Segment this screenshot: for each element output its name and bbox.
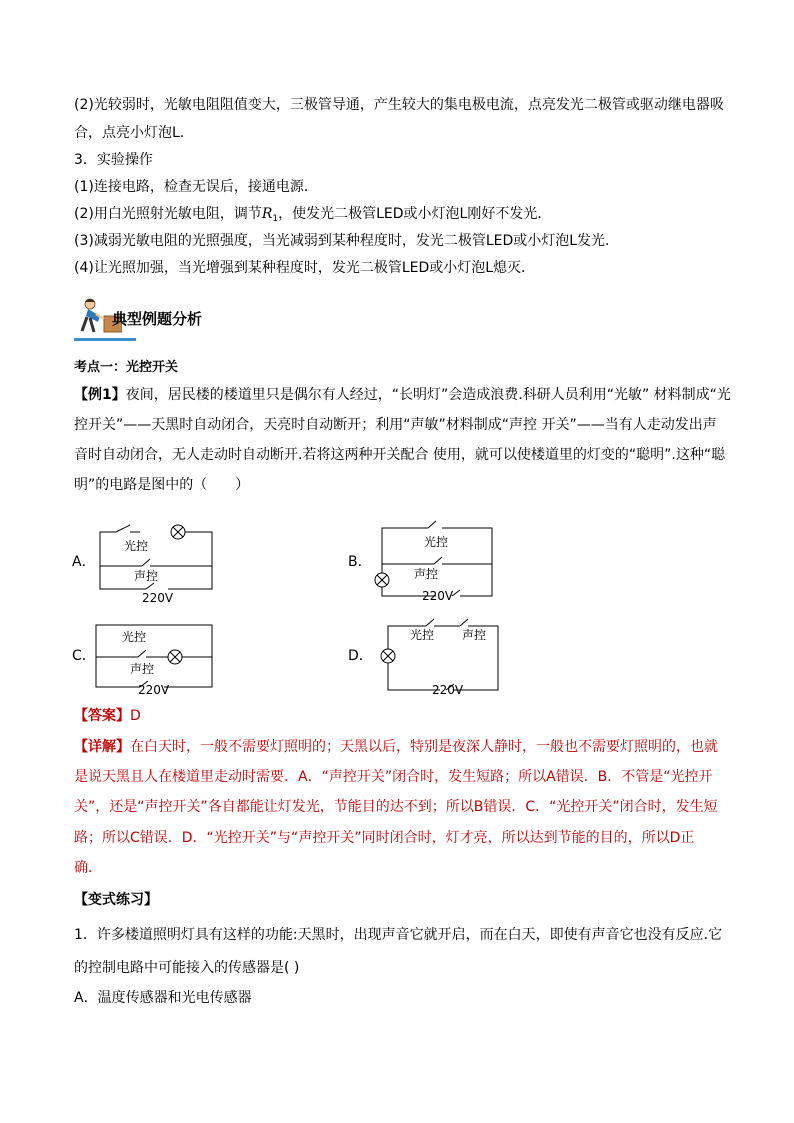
circuit-d-light-label: 光控 (410, 628, 435, 642)
practice-q1-line-2: 的控制电路中可能接入的传感器是( ) (74, 960, 300, 976)
option-a-label: A． (72, 554, 96, 570)
detail-line-5: 确． (74, 860, 102, 876)
principle-line-2: 合，点亮小灯泡L. (74, 125, 185, 141)
example-line-3: 音时自动闭合，无人走动时自动断开.若将这两种开关配合 使用，就可以使楼道里的灯变的“聪明”.这种“聪 (74, 447, 726, 463)
example-line-4: 明”的电路是图中的（ ） (74, 477, 250, 493)
sound-switch-d (460, 619, 468, 626)
circuit-b-light-label: 光控 (424, 535, 449, 549)
circuit-c-voltage: 220V (138, 683, 170, 697)
circuit-c-wire (96, 625, 212, 657)
answer-tag: 【答案】 (74, 708, 130, 724)
circuit-b-voltage: 220V (422, 589, 454, 603)
detail-line-1 (74, 737, 718, 757)
section-header (74, 294, 374, 342)
section-underline (74, 338, 136, 341)
circuit-a-voltage: 220V (142, 591, 174, 605)
circuit-c-sound-label: 声控 (130, 662, 155, 676)
circuit-a-wire (168, 532, 212, 589)
detail-line-4: 路；所以C错误．D．“光控开关”与“声控开关”同时闭合时，灯才亮，所以达到节能的目的，所以D正 (74, 830, 695, 846)
example-line-2: 控开关”——天黑时自动闭合，天亮时自动断开；利用“声敏”材料制成“声控 开关”——当有人走动发出声 (74, 417, 717, 433)
circuit-b-wire (442, 528, 492, 596)
circuit-d-voltage: 220V (432, 683, 464, 696)
light-switch-d (426, 619, 434, 626)
procedure-heading: 3．实验操作 (74, 152, 153, 168)
detail-line-3: 关”，还是“声控开关”各自都能让灯发光，节能目的达不到；所以B错误．C．“光控开关”闭合时，发生短 (74, 799, 718, 815)
power-switch-b (452, 590, 460, 596)
step2-subscript: 1 (272, 214, 279, 224)
light-switch-b (428, 521, 436, 528)
procedure-step-1: (1)连接电路，检查无误后，接通电源． (74, 179, 318, 195)
procedure-step-2 (74, 204, 551, 229)
topic-heading: 考点一：光控开关 (74, 360, 179, 375)
circuit-a (90, 516, 220, 606)
practice-heading: 【变式练习】 (74, 892, 158, 908)
procedure-step-4: (4)让光照加强，当光增强到某种程度时，发光二极管LED或小灯泡L熄灭． (74, 260, 536, 276)
example-line-1 (74, 385, 731, 405)
principle-line-1: (2)光较弱时，光敏电阻阻值变大，三极管导通，产生较大的集电极电流，点亮发光二极管或驱动继电器吸 (74, 97, 724, 113)
circuit-d-sound-label: 声控 (462, 628, 487, 642)
answer-value: D (130, 708, 141, 724)
sound-switch-c (138, 650, 146, 657)
power-switch-a (146, 583, 154, 589)
option-c-label: C． (72, 648, 96, 664)
circuit-a-sound-label: 声控 (134, 569, 159, 583)
example-tag: 【例1】 (74, 387, 126, 403)
step2-after: ，使发光二极管LED或小灯泡L刚好不发光． (278, 206, 552, 222)
sound-switch-a (142, 559, 150, 566)
circuit-b (368, 516, 498, 608)
practice-q1-line-1: 1．许多楼道照明灯具有这样的功能:天黑时，出现声音它就开启，而在白天，即使有声音它也没有反应.它 (74, 927, 723, 943)
circuit-d (368, 612, 502, 696)
circuit-c-light-label: 光控 (122, 630, 147, 644)
sound-switch-b (434, 557, 442, 564)
detail-line-2: 是说天黑且人在楼道里走动时需要．A．“声控开关”闭合时，发生短路；所以A错误．B．不管是“光控开 (74, 769, 713, 785)
answer-line (74, 706, 141, 726)
option-d-label: D． (348, 648, 373, 664)
example-text-1: 夜间，居民楼的楼道里只是偶尔有人经过，“长明灯”会造成浪费.科研人员利用“光敏” 材料制成“光 (125, 387, 731, 403)
circuit-b-sound-label: 声控 (414, 567, 439, 581)
circuit-c (90, 615, 220, 697)
option-b-label: B． (348, 554, 372, 570)
practice-q1-option-a: A．温度传感器和光电传感器 (74, 990, 252, 1006)
step2-before: (2)用白光照射光敏电阻，调节 (74, 206, 262, 222)
circuit-a-light-label: 光控 (124, 539, 149, 553)
section-title: 典型例题分析 (112, 310, 203, 328)
detail-tag: 【详解】 (74, 739, 130, 755)
step2-variable: R (261, 206, 273, 222)
detail-text-1: 在白天时，一般不需要灯照明的；天黑以后，特别是夜深人静时，一般也不需要灯照明的，也就 (130, 739, 718, 755)
procedure-step-3: (3)减弱光敏电阻的光照强度，当光减弱到某种程度时，发光二极管LED或小灯泡L发光． (74, 233, 620, 249)
